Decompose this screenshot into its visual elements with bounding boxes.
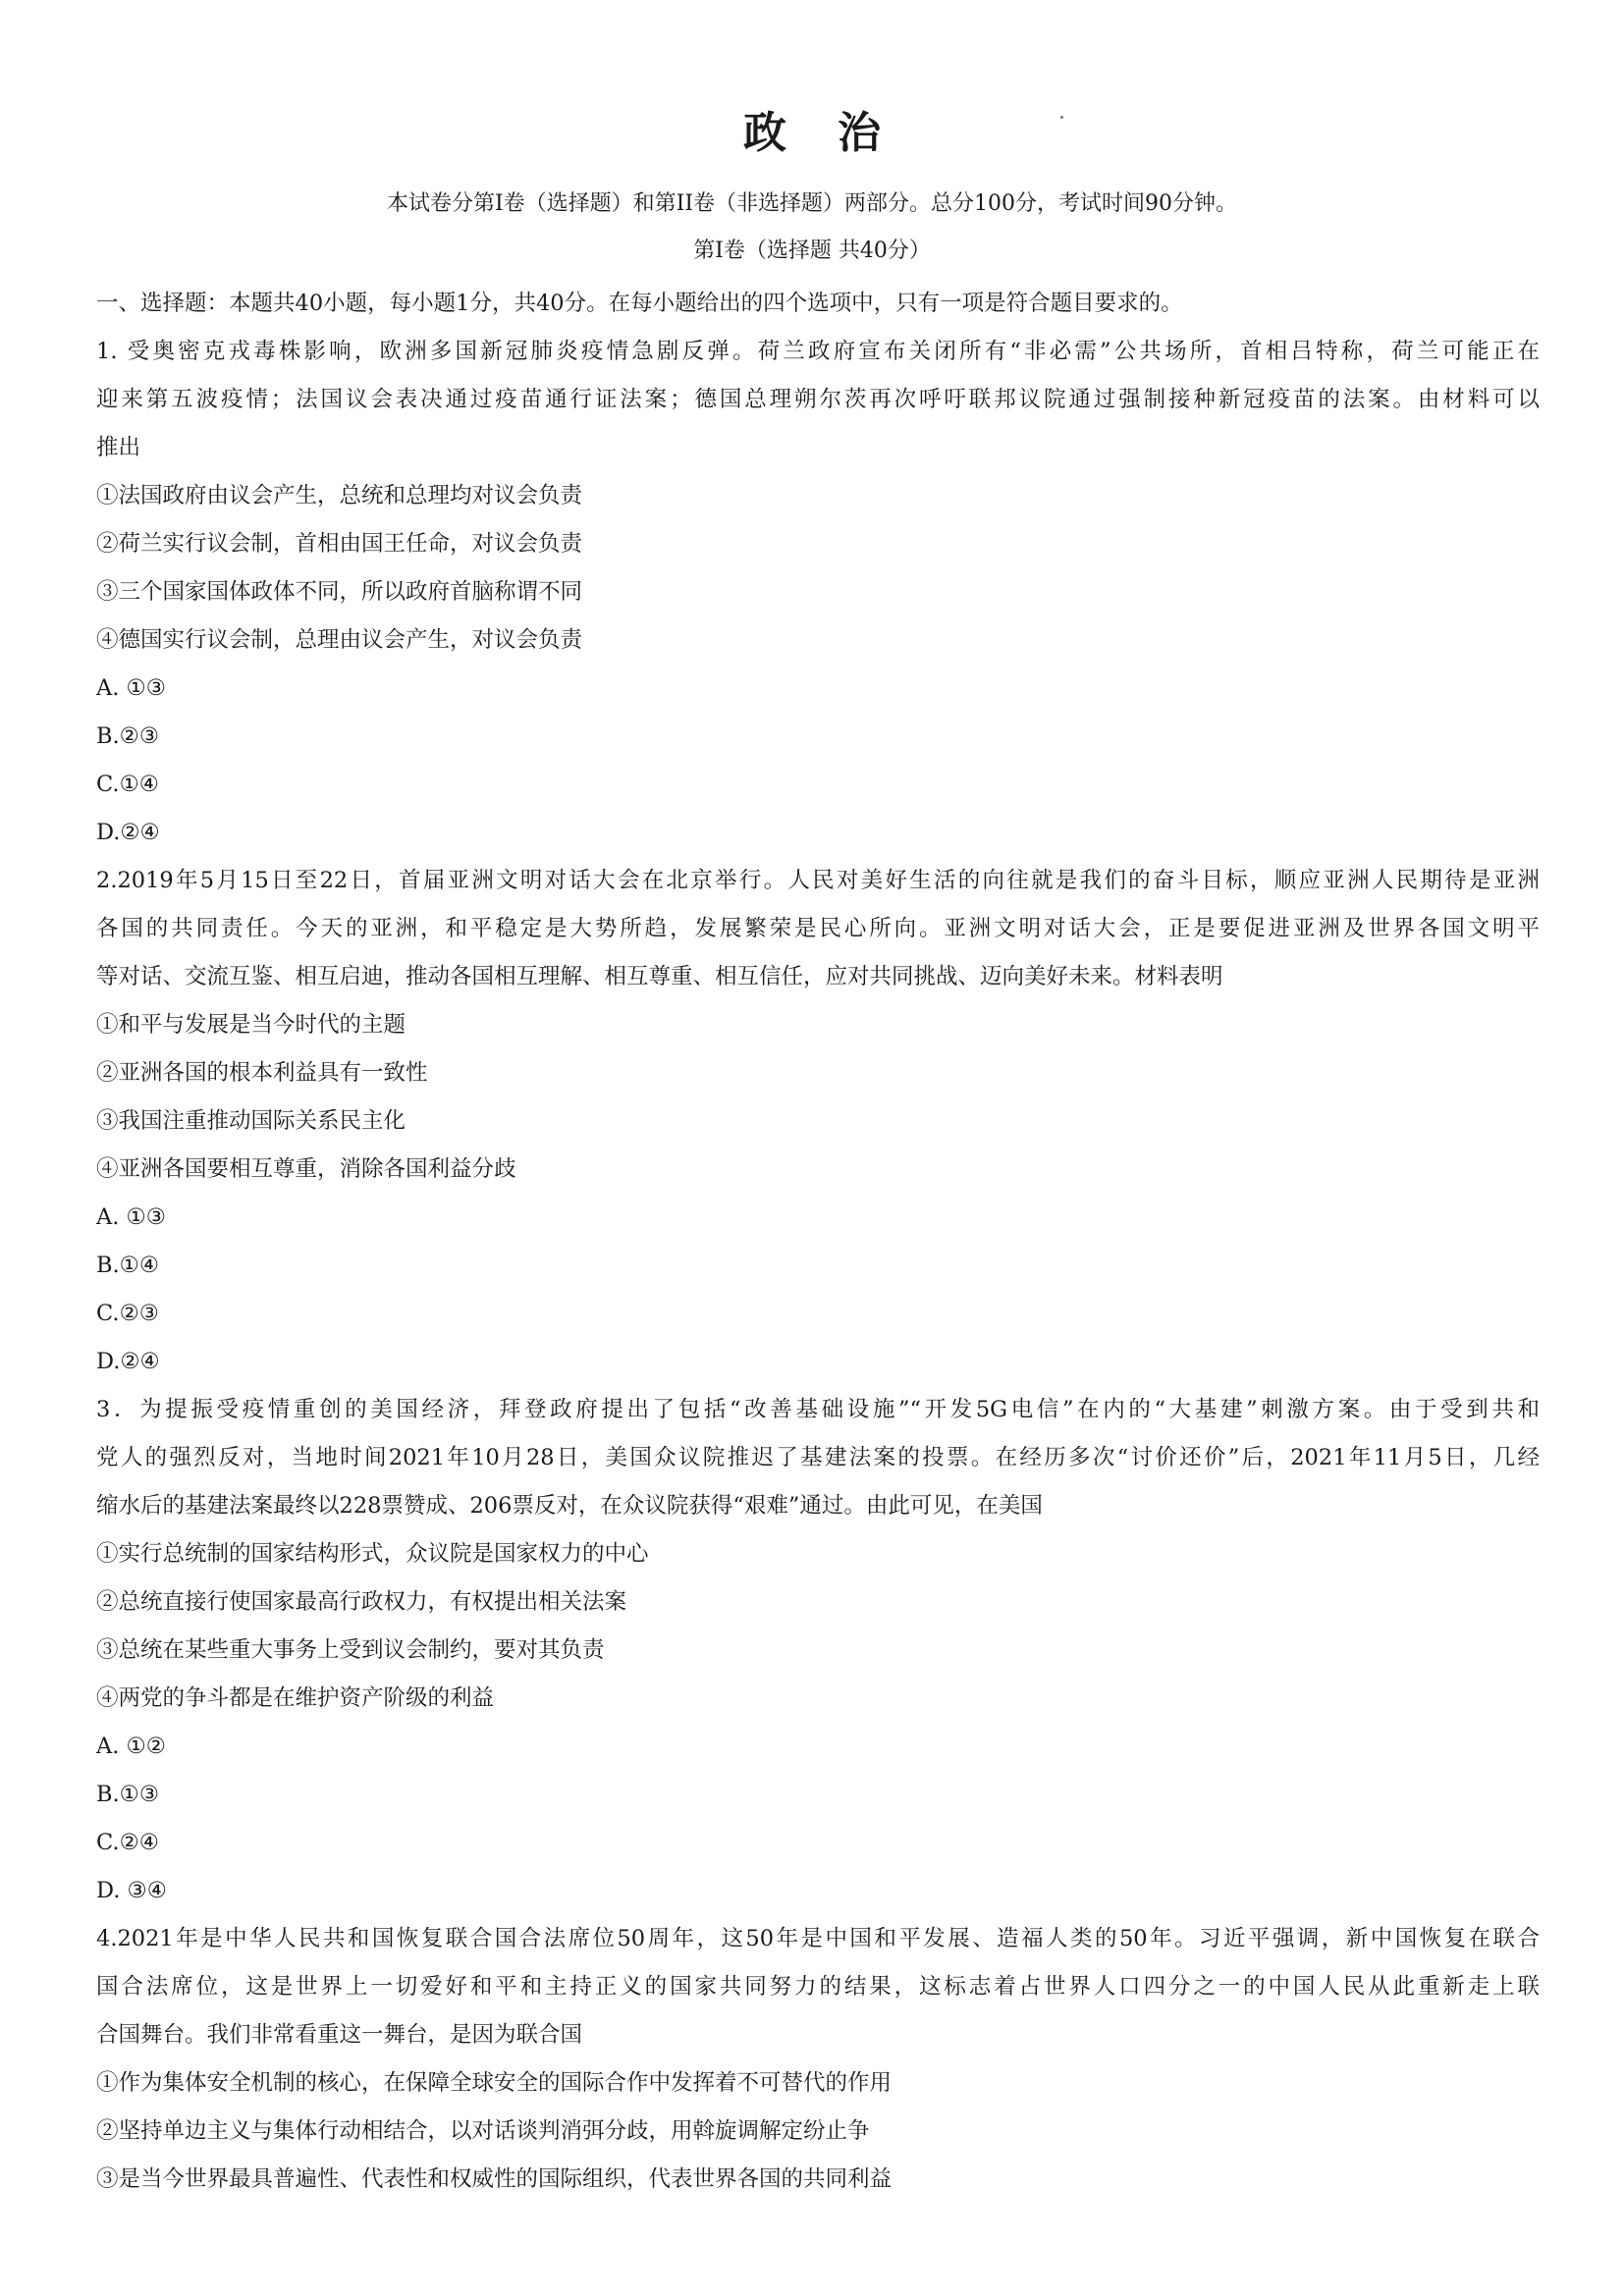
option-b: B.①③ xyxy=(96,1782,160,1807)
statement: ①实行总统制的国家结构形式，众议院是国家权力的中心 xyxy=(96,1541,649,1567)
question-3 xyxy=(96,1386,1540,1915)
option-c: C.②③ xyxy=(96,1301,159,1326)
option-c: C.①④ xyxy=(96,772,159,797)
question-stem-line: 合国舞台。我们非常看重这一舞台，是因为联合国 xyxy=(96,2022,583,2048)
question-stem-line: 2.2019年5月15日至22日，首届亚洲文明对话大会在北京举行。人民对美好生活的向往就是我们的奋斗目标，顺应亚洲人民期待是亚洲 xyxy=(96,868,1540,893)
option-b: B.①④ xyxy=(96,1253,160,1278)
page-title xyxy=(0,106,1624,161)
statement: ②总统直接行使国家最高行政权力，有权提出相关法案 xyxy=(96,1589,627,1615)
title-char-2: 治 xyxy=(838,108,881,158)
scan-speck xyxy=(1060,116,1063,119)
question-stem-line: 等对话、交流互鉴、相互启迪，推动各国相互理解、相互尊重、相互信任，应对共同挑战、迈向美好未来。材料表明 xyxy=(96,964,1223,989)
question-stem-line: 4.2021年是中华人民共和国恢复联合国合法席位50周年，这50年是中国和平发展、造福人类的50年。习近平强调，新中国恢复在联合 xyxy=(96,1926,1540,1951)
question-stem-line: 国合法席位，这是世界上一切爱好和平和主持正义的国家共同努力的结果，这标志着占世界人口四分之一的中国人民从此重新走上联 xyxy=(96,1974,1540,2000)
question-stem-line: 党人的强烈反对，当地时间2021年10月28日，美国众议院推迟了基建法案的投票。在经历多次“讨价还价”后，2021年11月5日，几经 xyxy=(96,1445,1540,1470)
question-4 xyxy=(96,1915,1540,2204)
statement: ①作为集体安全机制的核心，在保障全球安全的国际合作中发挥着不可替代的作用 xyxy=(96,2070,893,2096)
option-c: C.②④ xyxy=(96,1830,159,1855)
statement: ③我国注重推动国际关系民主化 xyxy=(96,1108,406,1134)
statement: ③是当今世界最具普遍性、代表性和权威性的国际组织，代表世界各国的共同利益 xyxy=(96,2166,893,2192)
option-a: A. ①③ xyxy=(96,675,166,701)
question-stem-line: 各国的共同责任。今天的亚洲，和平稳定是大势所趋，发展繁荣是民心所向。亚洲文明对话大会，正是要促进亚洲及世界各国文明平 xyxy=(96,916,1540,941)
statement: ③总统在某些重大事务上受到议会制约，要对其负责 xyxy=(96,1637,605,1663)
title-char-1: 政 xyxy=(743,108,786,158)
question-1 xyxy=(96,328,1540,857)
statement: ①法国政府由议会产生，总统和总理均对议会负责 xyxy=(96,483,583,508)
exam-intro: 本试卷分第Ⅰ卷（选择题）和第II卷（非选择题）两部分。总分100分，考试时间90分钟。 xyxy=(386,191,1238,216)
statement: ④亚洲各国要相互尊重，消除各国利益分歧 xyxy=(96,1156,516,1182)
option-d: D.②④ xyxy=(96,1349,160,1374)
question-stem-line: 3．为提振受疫情重创的美国经济，拜登政府提出了包括“改善基础设施”“开发5G电信”在内的“大基建”刺激方案。由于受到共和 xyxy=(96,1397,1540,1422)
question-stem-line: 迎来第五波疫情；法国议会表决通过疫苗通行证法案；德国总理朔尔茨再次呼吁联邦议院通过强制接种新冠疫苗的法案。由材料可以 xyxy=(96,387,1540,412)
statement: ④德国实行议会制，总理由议会产生，对议会负责 xyxy=(96,627,583,653)
option-d: D.②④ xyxy=(96,820,160,845)
statement: ④两党的争斗都是在维护资产阶级的利益 xyxy=(96,1685,495,1711)
option-a: A. ①③ xyxy=(96,1204,166,1230)
question-2 xyxy=(96,857,1540,1386)
statement: ②亚洲各国的根本利益具有一致性 xyxy=(96,1060,428,1086)
question-stem-line: 缩水后的基建法案最终以228票赞成、206票反对，在众议院获得“艰难”通过。由此可见，在美国 xyxy=(96,1493,1043,1519)
statement: ③三个国家国体政体不同，所以政府首脑称谓不同 xyxy=(96,579,583,605)
statement: ②坚持单边主义与集体行动相结合，以对话谈判消弭分歧，用斡旋调解定纷止争 xyxy=(96,2118,870,2144)
exam-body xyxy=(96,280,1540,2204)
statement: ①和平与发展是当今时代的主题 xyxy=(96,1012,406,1038)
instructions: 一、选择题：本题共40小题，每小题1分，共40分。在每小题给出的四个选项中，只有一项是符合题目要求的。 xyxy=(96,291,1183,316)
part-one-heading: 第Ⅰ卷（选择题 共40分） xyxy=(693,239,931,263)
option-b: B.②③ xyxy=(96,723,160,749)
question-stem-line: 推出 xyxy=(96,435,141,460)
statement: ②荷兰实行议会制，首相由国王任命，对议会负责 xyxy=(96,531,583,557)
option-a: A. ①② xyxy=(96,1734,166,1759)
question-stem-line: 1. 受奥密克戎毒株影响，欧洲多国新冠肺炎疫情急剧反弹。荷兰政府宣布关闭所有“非必需”公共场所，首相吕特称，荷兰可能正在 xyxy=(96,339,1540,364)
option-d: D. ③④ xyxy=(96,1878,167,1903)
